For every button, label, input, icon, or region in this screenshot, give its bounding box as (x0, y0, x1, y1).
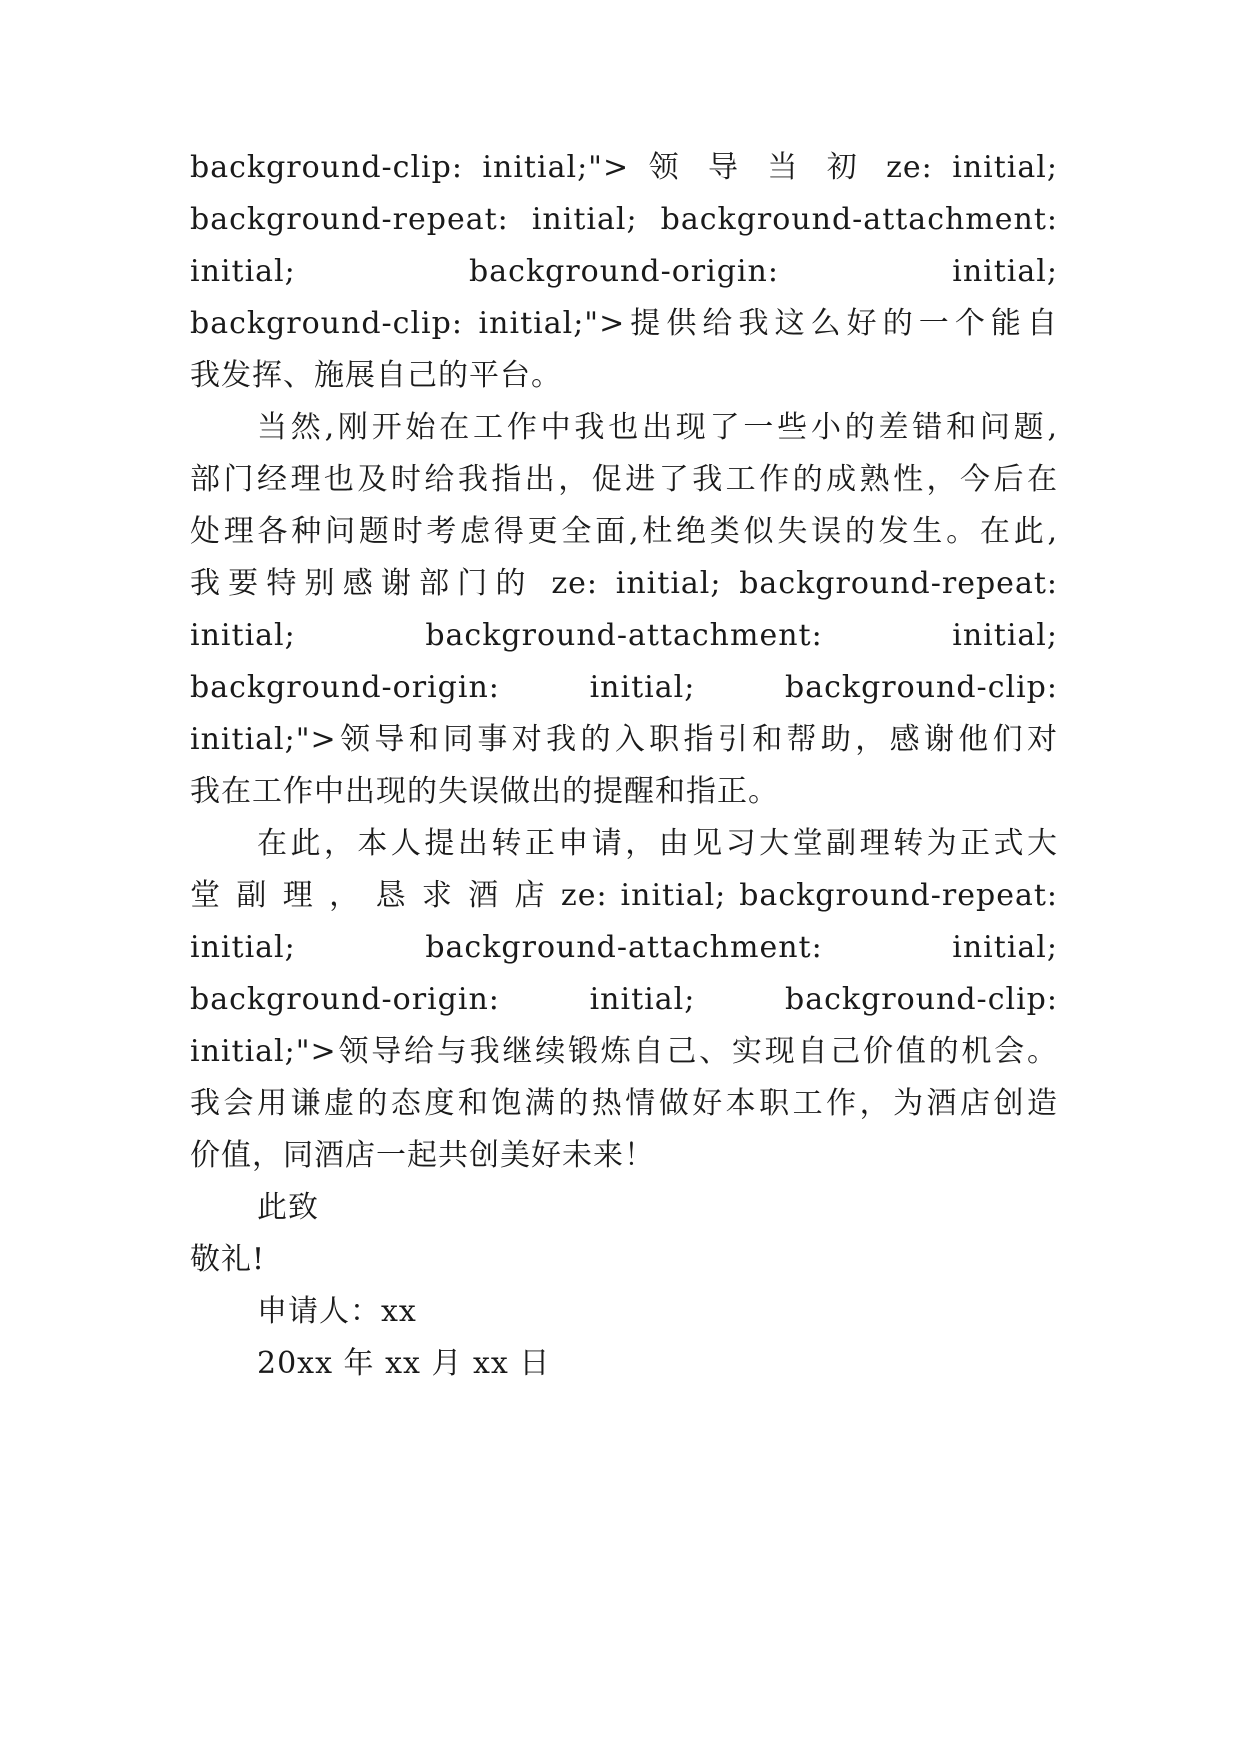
applicant-signature: 申请人：xx (257, 1294, 417, 1329)
text-line: initial; background-attachment: initial; (190, 930, 1058, 965)
text-line: background-repeat: initial; background-attachment: (190, 202, 1058, 237)
text-line: initial;">领导和同事对我的入职指引和帮助，感谢他们对 (190, 722, 1058, 757)
text-line: 部门经理也及时给我指出，促进了我工作的成熟性，今后在 (190, 462, 1058, 497)
text-line: 我要特别感谢部门的 ze: initial; background-repeat: (190, 566, 1058, 601)
paragraph-first-line: 在此，本人提出转正申请，由见习大堂副理转为正式大 (257, 826, 1058, 861)
closing-salutation: 此致 (257, 1190, 319, 1225)
signature-date: 20xx 年 xx 月 xx 日 (257, 1346, 551, 1381)
text-line: 价值，同酒店一起共创美好未来！ (190, 1138, 655, 1173)
text-line: 我会用谦虚的态度和饱满的热情做好本职工作，为酒店创造 (190, 1086, 1058, 1121)
text-line: initial; background-origin: initial; (190, 254, 1058, 289)
text-line: background-origin: initial; background-clip: (190, 982, 1058, 1017)
text-line: 我发挥、施展自己的平台。 (190, 358, 562, 393)
closing-regards: 敬礼! (190, 1242, 266, 1277)
text-line: initial;">领导给与我继续锻炼自己、实现自己价值的机会。 (190, 1034, 1058, 1069)
text-line: background-origin: initial; background-clip: (190, 670, 1058, 705)
text-line: 我在工作中出现的失误做出的提醒和指正。 (190, 774, 779, 809)
paragraph-first-line: 当然,刚开始在工作中我也出现了一些小的差错和问题, (257, 410, 1058, 445)
text-line: 堂 副 理 ， 恳 求 酒 店 ze: initial; background-repeat: (190, 878, 1058, 913)
text-line: background-clip: initial;">提供给我这么好的一个能自 (190, 306, 1058, 341)
text-line: initial; background-attachment: initial; (190, 618, 1058, 653)
text-line: background-clip: initial;"> 领 导 当 初 ze: initial; (190, 150, 1058, 185)
text-line: 处理各种问题时考虑得更全面,杜绝类似失误的发生。在此, (190, 514, 1058, 549)
